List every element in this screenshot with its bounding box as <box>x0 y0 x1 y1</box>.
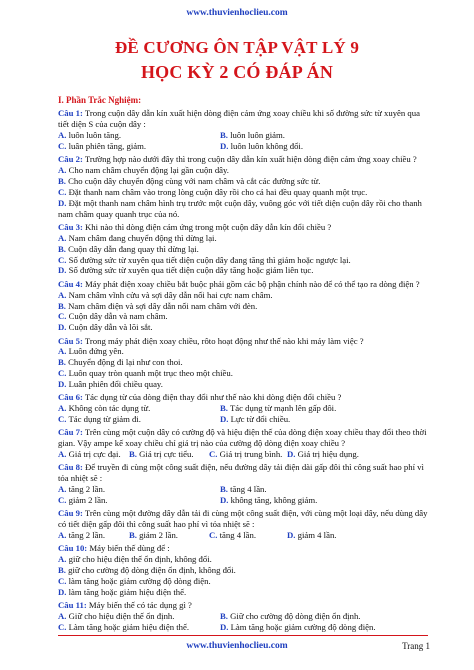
question-label: Câu 4: <box>58 278 83 289</box>
question-5 <box>58 336 428 391</box>
option-d: D. Làm tăng hoặc giảm cường độ dòng điện. <box>220 621 376 632</box>
question-text: Để truyền đi cùng một công suất điện, nếu đường dây tải điện dài gấp đôi thì công suất hao phí vì tỏa nhiệt sẽ : <box>58 462 424 484</box>
option-c: C. Làm tăng hoặc giảm hiệu điện thế. <box>58 621 190 632</box>
question-11 <box>58 600 428 633</box>
question-4 <box>58 279 428 334</box>
option-d: D. Đặt một thanh nam châm hình trụ trước một cuộn dây, vuông góc với tiết diện cuộn dây rồi cho thanh nam châm quay quanh trục của nó. <box>58 197 422 219</box>
question-label: Câu 6: <box>58 392 83 403</box>
question-label: Câu 7: <box>58 427 83 438</box>
option-d: D. Lực từ đổi chiều. <box>220 414 291 425</box>
footer-website[interactable]: www.thuvienhoclieu.com <box>186 641 288 651</box>
option-b: B. Cho cuộn dây chuyển động cùng với nam châm và cắt các đường sức từ. <box>58 175 321 186</box>
question-text: Trong cuộn dây dẫn kín xuất hiện dòng điện cảm ứng xoay chiều khi số đường sức từ xuyên qua tiết diện S của cuộn dây : <box>58 108 420 130</box>
option-a: A. tăng 2 lần. <box>58 484 106 495</box>
option-a: A. Giá trị cực đại. <box>58 449 121 460</box>
option-a: A. luôn luôn tăng. <box>58 130 121 141</box>
question-text: Khi nào thì dòng điện cảm ứng trong một cuộn dây dẫn kín đổi chiều ? <box>85 221 332 232</box>
option-b: B. Tác dụng từ mạnh lên gấp đôi. <box>220 403 337 414</box>
option-d: D. Giá trị hiệu dụng. <box>287 449 359 460</box>
option-c: C. giảm 2 lần. <box>58 495 108 506</box>
question-label: Câu 3: <box>58 221 83 232</box>
question-text: Trên cùng một cuộn dây có cường độ và hiệu điện thế của dòng điện xoay chiều thay đổi theo thời gian. Vậy ampe kế xoay chiều chỉ giá trị nào của cường độ dòng điện xoay chiều ? <box>58 427 427 449</box>
option-b: B. Giá trị cực tiểu. <box>129 449 194 460</box>
option-d: D. giảm 4 lần. <box>287 530 337 541</box>
option-c: C. Cuộn dây dẫn và nam châm. <box>58 311 168 322</box>
option-b: B. Giữ cho cường độ dòng điện ổn định. <box>220 611 361 622</box>
option-d: D. Cuộn dây dẫn và lõi sắt. <box>58 322 153 333</box>
question-label: Câu 5: <box>58 335 83 346</box>
question-label: Câu 2: <box>58 154 83 165</box>
question-text: Tác dụng từ của dòng điện thay đổi như thế nào khi dòng điện đổi chiều ? <box>84 392 342 403</box>
option-c: C. Số đường sức từ xuyên qua tiết diện cuộn dây đang tăng thì giảm hoặc ngược lại. <box>58 254 351 265</box>
question-9 <box>58 508 428 541</box>
option-b: B. giữ cho cường độ dòng điện ổn định, không đổi. <box>58 565 236 576</box>
question-2 <box>58 154 428 219</box>
option-c: C. Đặt thanh nam châm vào trong lòng cuộn dây rồi cho cả hai đều quay quanh một trục. <box>58 186 368 197</box>
question-text: Máy biến thế dùng để : <box>89 543 170 554</box>
option-a: A. Cho nam châm chuyển động lại gần cuộn dây. <box>58 165 229 176</box>
document-title-line1: ĐỀ CƯƠNG ÔN TẬP VẬT LÝ 9 <box>114 38 360 57</box>
option-c: C. Tác dụng từ giảm đi. <box>58 414 141 425</box>
option-b: B. Chuyển động đi lại như con thoi. <box>58 357 183 368</box>
footer-divider <box>58 635 428 636</box>
question-7 <box>58 427 428 460</box>
option-d: D. luôn luôn không đổi. <box>220 140 304 151</box>
option-a: A. Nam châm đang chuyển động thì dừng lại. <box>58 232 217 243</box>
question-1 <box>58 108 428 152</box>
option-a: A. Giữ cho hiệu điện thế ổn định. <box>58 611 175 622</box>
option-d: D. không tăng, không giảm. <box>220 495 318 506</box>
option-c: C. luân phiên tăng, giảm. <box>58 140 147 151</box>
question-3 <box>58 222 428 277</box>
question-label: Câu 9: <box>58 508 83 519</box>
questions-container <box>58 95 428 633</box>
option-c: C. tăng 4 lần. <box>209 530 257 541</box>
option-c: C. Giá trị trung bình. <box>209 449 283 460</box>
option-b: B. giảm 2 lần. <box>129 530 178 541</box>
question-6 <box>58 392 428 425</box>
question-text: Máy biến thế có tác dụng gì ? <box>88 600 192 611</box>
question-label: Câu 1: <box>58 108 83 119</box>
question-10 <box>58 543 428 598</box>
question-label: Câu 8: <box>58 462 83 473</box>
option-b: B. tăng 4 lần. <box>220 484 267 495</box>
option-a: A. Không còn tác dụng từ. <box>58 403 151 414</box>
option-a: A. tăng 2 lần. <box>58 530 106 541</box>
question-label: Câu 11: <box>58 600 87 611</box>
question-text: Trên cùng một đường dây dẫn tải đi cùng một công suất điện, với cùng một loại dây, nếu dùng dây có tiết diện gấp đôi thì công suất hao phí vì tỏa nhiệt sẽ : <box>58 508 428 530</box>
question-text: Máy phát điện xoay chiều bắt buộc phải gồm các bộ phận chính nào để có thể tạo ra dòng điện ? <box>85 278 420 289</box>
question-8 <box>58 462 428 506</box>
page-number: Trang 1 <box>402 641 430 651</box>
option-c: C. làm tăng hoặc giảm cường độ dòng điện. <box>58 576 211 587</box>
question-text: Trong máy phát điện xoay chiều, rôto hoạt động như thế nào khi máy làm việc ? <box>84 335 364 346</box>
option-d: D. làm tăng hoặc giảm hiệu điện thế. <box>58 586 187 597</box>
header-website[interactable]: www.thuvienhoclieu.com <box>186 8 288 18</box>
option-a: A. giữ cho hiệu điện thế ổn định, không đổi. <box>58 554 212 565</box>
section-title: I. Phần Trắc Nghiệm: <box>58 95 142 105</box>
document-title-line2: HỌC KỲ 2 CÓ ĐÁP ÁN <box>140 62 334 82</box>
option-d: D. Luân phiên đổi chiều quay. <box>58 379 163 390</box>
option-a: A. Luôn đứng yên. <box>58 346 124 357</box>
option-b: B. Cuộn dây dẫn đang quay thì dừng lại. <box>58 243 199 254</box>
option-c: C. Luôn quay tròn quanh một trục theo một chiều. <box>58 368 233 379</box>
option-b: B. Nam châm điện và sợi dây dẫn nối nam châm với đèn. <box>58 300 258 311</box>
question-label: Câu 10: <box>58 543 88 554</box>
option-b: B. luôn luôn giảm. <box>220 130 285 141</box>
question-text: Trường hợp nào dưới đây thì trong cuộn dây dẫn kín xuất hiện dòng điện cảm ứng xoay chiều ? <box>84 154 417 165</box>
option-a: A. Nam châm vĩnh cửu và sợi dây dẫn nối hai cực nam châm. <box>58 289 273 300</box>
option-d: D. Số đường sức từ xuyên qua tiết diện cuộn dây tăng hoặc giảm liên tục. <box>58 265 314 276</box>
